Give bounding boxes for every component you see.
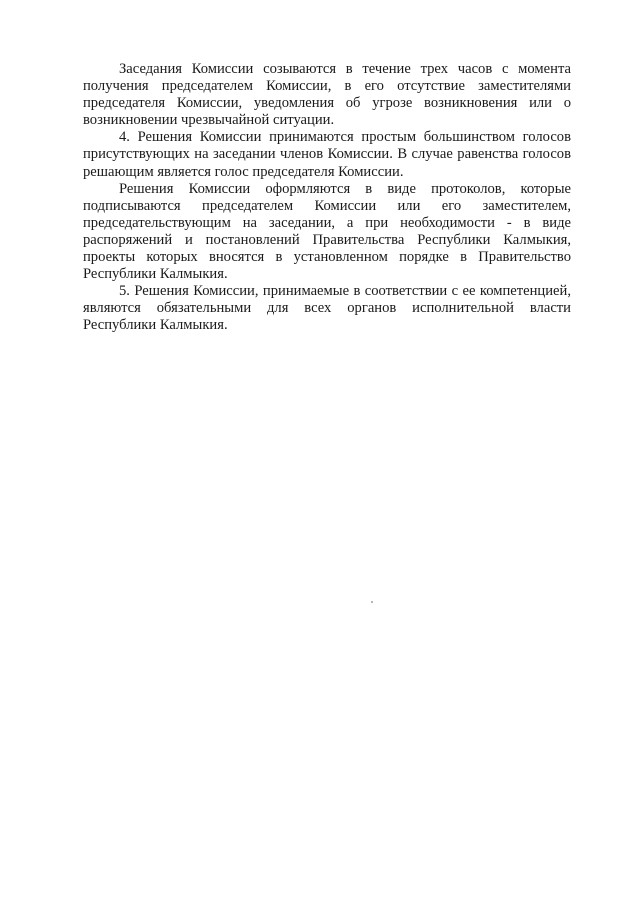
paragraph-commission-sessions: Заседания Комиссии созываются в течение трех часов с момента получения председателем Комиссии, в его отсутствие заместителями председателя Комиссии, уведомления об угрозе возникновения или о возникновении чрезвычайной ситуации. (83, 61, 571, 129)
paragraph-item-5-binding: 5. Решения Комиссии, принимаемые в соответствии с ее компетенцией, являются обязательными для всех органов исполнительной власти Республики Калмыкия. (83, 283, 571, 334)
document-body (83, 61, 571, 335)
paragraph-decisions-protocols: Решения Комиссии оформляются в виде протоколов, которые подписываются председателем Комиссии или его заместителем, председательствующим на заседании, а при необходимости - в виде распоряжений и постановлений Правительства Республики Калмыкия, проекты которых вносятся в установленном порядке в Правительство Республики Калмыкия. (83, 180, 571, 283)
paragraph-item-4-decisions: 4. Решения Комиссии принимаются простым большинством голосов присутствующих на заседании членов Комиссии. В случае равенства голосов решающим является голос председателя Комиссии. (83, 129, 571, 180)
scan-speck (371, 601, 373, 603)
